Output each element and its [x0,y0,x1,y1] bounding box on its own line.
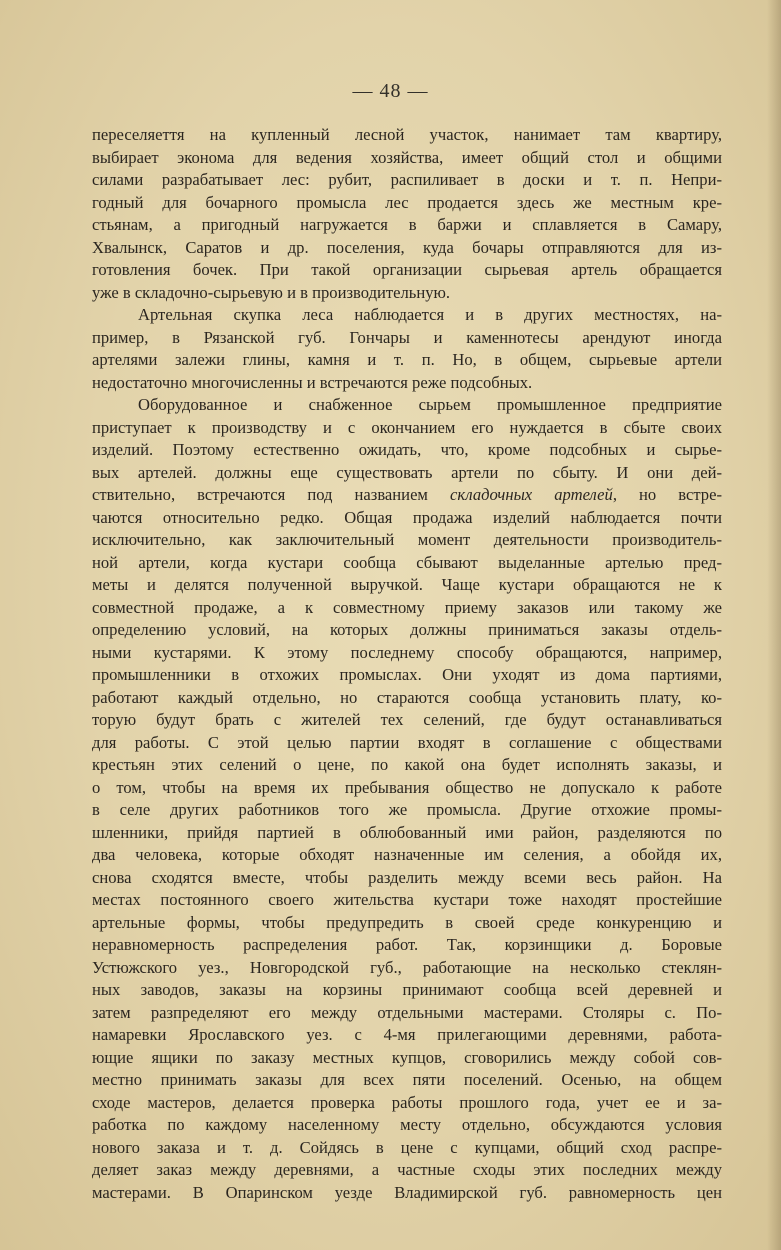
text-line: пример, в Рязанской губ. Гончары и каменнотесы арендуют иногда [92,327,722,347]
text-line: выбирает эконома для ведения хозяйства, имеет общий стол и общими [92,147,722,167]
text-line: шленники, прийдя партией в облюбованный ими район, разделяются по [92,822,722,842]
text-line: намаревки Ярославского уез. с 4-мя прилегающими деревнями, работа- [92,1025,722,1044]
text-line: ными кустарями. К этому последнему способу обращаются, например, [92,642,722,662]
text-line: ющие ящики по заказу местных купцов, сговорились между собой сов- [92,1047,722,1067]
paragraph-start-line: Оборудованное и снабженное сырьем промышленное предприятие [138,395,722,414]
page-edge-shadow [767,0,781,1250]
text-line: ных заводов, заказы на корзины принимают сообща всей деревней и [92,980,722,999]
emphasized-phrase: складочных артелей [449,485,613,504]
text-line: артельные формы, чтобы предупредить в своей среде конкуренцию и [92,912,722,932]
text-line: мастерами. В Опаринском уезде Владимирской губ. равномерность цен [92,1182,722,1202]
text-line: вых артелей. должны еще существовать артели по сбыту. И они дей- [92,462,722,482]
text-fragment: , но встре- [612,485,722,504]
text-line: для работы. С этой целью партии входят в соглашение с обществами [92,732,722,752]
text-line: артелями залежи глины, камня и т. п. Но, в общем, сырьевые артели [92,350,722,369]
text-line: работка по каждому населенному месту отдельно, обсуждаются условия [92,1115,722,1134]
text-line: местно принимать заказы для всех пяти поселений. Осенью, на общем [92,1070,722,1089]
text-line: в селе других работников того же промысла. Другие отхожие промы- [92,800,722,819]
text-line: чаются относительно редко. Общая продажа изделий наблюдается почти [92,507,722,527]
text-line: Хвалынск, Саратов и др. поселения, куда бочары отправляются для из- [92,237,722,257]
text-line: работают каждый отдельно, но стараются сообща установить плату, ко- [92,687,722,707]
text-fragment: ствительно, встречаются под названием [92,485,450,504]
text-line: о том, чтобы на время их пребывания общество не допускало к работе [92,777,722,797]
text-line: силами разрабатывает лес: рубит, распиливает в доски и т. п. Непри- [92,170,722,189]
text-line: приступает к производству и с окончанием его нуждается в сбыте своих [92,417,722,437]
text-line: изделий. Поэтому естественно ожидать, что, кроме подсобных и сырье- [92,440,722,459]
text-line: неравномерность распределения работ. Так, корзинщики д. Боровые [92,935,722,954]
text-line: сходе мастеров, делается проверка работы прошлого года, учет ее и за- [92,1092,722,1112]
text-line: готовления бочек. При такой организации сырьевая артель обращается [92,260,722,279]
text-line: меты и делятся полученной выручкой. Чаще кустари обращаются не к [92,575,722,594]
paragraph-start-line: Артельная скупка леса наблюдается и в других местностях, на- [138,305,722,324]
text-line: недостаточно многочисленны и встречаются реже подсобных. [92,372,533,392]
text-line: стьянам, а пригодный нагружается в баржи и сплавляется в Самару, [92,215,722,234]
text-line: крестьян этих селений о цене, по какой она будет исполнять заказы, и [92,755,722,774]
text-line: торую будут брать с жителей тех селений, где будут останавливаться [92,710,722,729]
text-line: уже в складочно-сырьевую и в производительную. [92,282,451,302]
text-line: Устюжского уез., Новгородской губ., работающие на несколько стеклян- [92,957,722,977]
text-line: годный для бочарного промысла лес продается здесь же местным кре- [92,192,722,212]
text-line: исключительно, как заключительный момент деятельности производитель- [92,530,722,549]
text-line: затем разпределяют его между отдельными мастерами. Столяры с. По- [92,1002,722,1022]
text-line: совместной продаже, а к совместному приему заказов или такому же [92,597,722,617]
text-line: снова сходятся вместе, чтобы разделить между всеми весь район. На [92,867,722,887]
text-line: промышленники в отхожих промыслах. Они уходят из дома партиями, [92,665,722,684]
body-text [92,124,722,1204]
text-line: два человека, которые обходят назначенные им селения, а обойдя их, [92,845,722,864]
text-line-with-emphasis [92,484,722,507]
text-line: переселяеття на купленный лесной участок, нанимает там квартиру, [92,125,722,144]
text-line: нового заказа и т. д. Сойдясь в цене с купцами, общий сход распре- [92,1137,722,1157]
text-line: местах постоянного своего жительства кустари тоже находят простейшие [92,890,722,909]
text-line: определению условий, на которых должны приниматься заказы отдель- [92,620,722,639]
text-line: ной артели, когда кустари сообща сбывают выделанные артелью пред- [92,552,722,572]
page-number: — 48 — [352,80,429,102]
text-line: деляет заказ между деревнями, а частные сходы этих последних между [92,1160,722,1179]
